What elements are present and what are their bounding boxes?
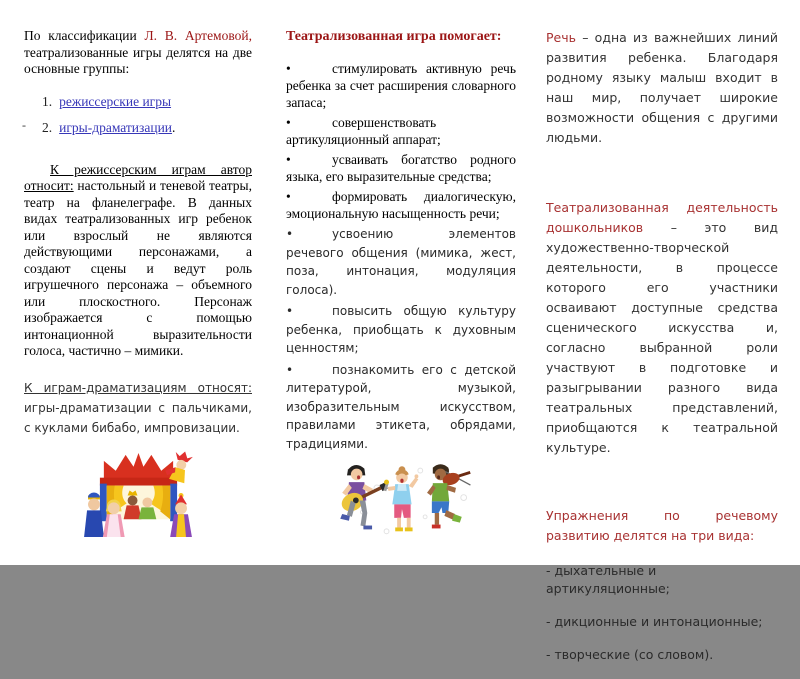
bullet-icon: •	[286, 227, 294, 241]
bullet-item	[286, 114, 516, 148]
classification-text-after: театрализованные игры делятся на две основные группы:	[24, 44, 252, 76]
speech-body: – одна из важнейших линий развития ребенка. Благодаря родному языку малыш входит в наш мир, получает широкие возможности общения с другими людьми.	[546, 30, 778, 145]
classification-paragraph	[24, 28, 252, 78]
theatrical-activity-paragraph	[546, 198, 778, 458]
bullet-icon: •	[286, 189, 291, 204]
director-games-lead: К режиссерским играм автор относит:	[24, 161, 252, 193]
bullet-item	[286, 361, 516, 454]
puppet-theater-illustration	[24, 448, 252, 547]
classification-text-before: По классификации	[24, 28, 145, 43]
bullet-item	[286, 302, 516, 358]
director-games-link[interactable]: режиссерские игры	[59, 93, 172, 109]
exercise-type-item: - творческие (со словом).	[546, 647, 714, 662]
exercise-type-item: - дыхательные и артикуляционные;	[546, 563, 670, 596]
bullet-icon: •	[286, 61, 291, 76]
bullet-text: формировать диалогическую, эмоциональную насыщенность речи;	[286, 189, 516, 221]
puppet-theater-icon	[76, 448, 200, 542]
dramatization-games-paragraph	[24, 378, 252, 438]
bullet-icon: •	[286, 115, 291, 130]
list-item-dramatization-games	[42, 120, 252, 136]
column-speech	[546, 22, 778, 679]
list-suffix: .	[172, 119, 176, 135]
list-number: 1.	[42, 93, 53, 109]
bullet-item	[286, 60, 516, 111]
theatrical-activity-body: – это вид художественно-творческой деятельности, в процессе которого его участники осваивают доступные средства сценического искусства и, согласно выбранной роли участвуют в подготовке и разыгрывании разного вида театральных представлений, приобщаются к театральной культуре.	[546, 220, 778, 455]
benefits-bullet-list	[286, 60, 516, 453]
bullet-icon: •	[286, 304, 294, 318]
bullet-text: усвоению элементов речевого общения (мимика, жест, поза, интонация, модуляция голоса).	[286, 227, 516, 297]
children-musicians-icon	[328, 459, 474, 567]
game-types-list	[22, 93, 252, 136]
bullet-text: совершенствовать артикуляционный аппарат;	[286, 115, 441, 147]
exercise-types-list	[546, 562, 778, 664]
dramatization-games-body: игры-драматизации с пальчиками, с куклами бибабо, импровизации.	[24, 400, 252, 435]
bullet-item	[286, 225, 516, 299]
list-item-director-games	[42, 94, 252, 110]
theatrical-activity-lead: Театрализованная деятельность дошкольников	[546, 200, 778, 235]
bullet-text: стимулировать активную речь ребенка за счет расширения словарного запаса;	[286, 61, 516, 110]
benefits-title: Театрализованная игра помогает:	[286, 29, 502, 44]
director-games-paragraph	[24, 162, 252, 360]
stray-dash: -	[22, 117, 26, 132]
children-musicians-illustration	[286, 459, 516, 572]
director-games-body: настольный и теневой театры, театр на фланелеграфе. В данных видах театрализованных игр ребенок или взрослый не являются действующими персонажами, а создают сцены и ведут роль игрушечного персонажа – объемного или плоскостного. Персонаж изображается с помощью интонационной выразительности голоса, частично – мимики.	[24, 178, 252, 358]
column-classification	[24, 22, 252, 547]
bullet-item	[286, 188, 516, 222]
exercise-type-item: - дикционные и интонационные;	[546, 614, 763, 629]
bullet-text: усваивать богатство родного языка, его выразительные средства;	[286, 152, 516, 184]
speech-lead: Речь	[546, 30, 576, 45]
bullet-icon: •	[286, 152, 291, 167]
dramatization-games-link[interactable]: игры-драматизации	[59, 119, 173, 135]
bullet-text: повысить общую культуру ребенка, приобщать к духовным ценностям;	[286, 304, 516, 355]
bullet-text: познакомить его с детской литературой, музыкой, изобразительным искусством, правилами этикета, обрядами, традициями.	[286, 362, 516, 451]
bullet-item	[286, 151, 516, 185]
dramatization-games-lead: К играм-драматизациям относят:	[24, 380, 252, 395]
author-name: Л. В. Артемовой,	[144, 28, 252, 43]
speech-paragraph	[546, 28, 778, 148]
bullet-icon: •	[286, 362, 294, 377]
list-number: 2.	[42, 119, 53, 135]
column-benefits	[286, 22, 516, 572]
exercises-heading: Упражнения по речевому развитию делятся на три вида:	[546, 508, 778, 543]
